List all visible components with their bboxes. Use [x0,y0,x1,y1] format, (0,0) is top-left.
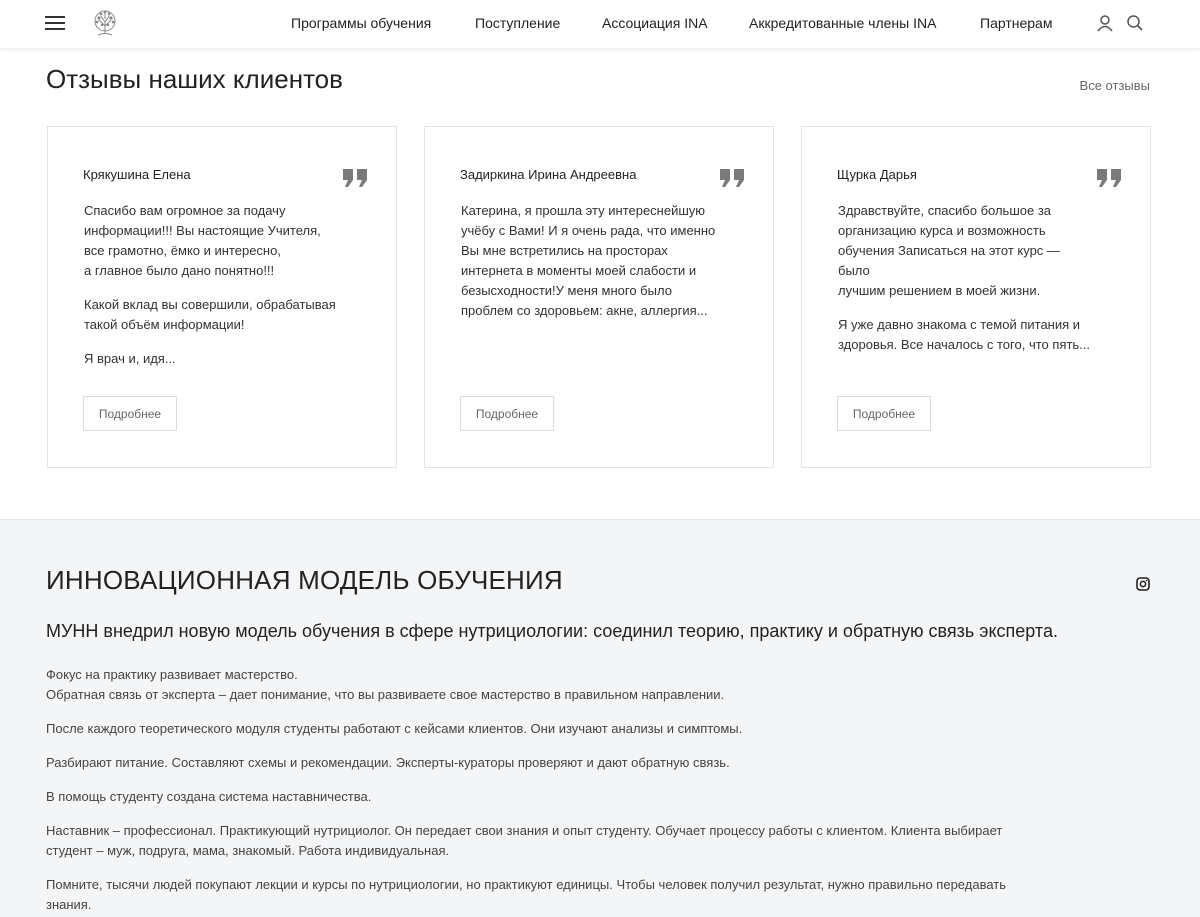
review-text [838,201,1098,369]
search-icon[interactable] [1126,14,1144,32]
reviews-title: Отзывы наших клиентов [46,64,343,94]
review-text [84,201,344,383]
nav-accredited-members[interactable]: Аккредитованные члены INA [749,15,937,31]
all-reviews-link[interactable]: Все отзывы [1079,78,1150,93]
section-subtitle: МУНН внедрил новую модель обучения в сфере нутрициологии: соединил теорию, практику и обратную связь эксперта. [46,621,1058,641]
review-paragraph: Какой вклад вы совершили, обрабатывая такой объём информации! [84,297,336,332]
reviewer-name: Щурка Дарья [837,167,917,182]
nav-partners[interactable]: Партнерам [980,15,1053,31]
menu-icon[interactable] [45,16,65,32]
review-paragraph: Я врач и, идя... [84,351,176,366]
user-icon[interactable] [1096,14,1114,32]
body-paragraph: После каждого теоретического модуля студенты работают с кейсами клиентов. Они изучают анализы и симптомы. [46,721,743,736]
more-button[interactable]: Подробнее [83,396,177,431]
more-button[interactable]: Подробнее [460,396,554,431]
body-paragraph: Фокус на практику развивает мастерство. Обратная связь от эксперта – дает понимание, что вы развиваете свое мастерство в правильном направлении. [46,667,725,702]
nav-admission[interactable]: Поступление [475,15,561,31]
quote-icon [342,168,368,188]
review-card [424,126,774,468]
logo-tree-icon[interactable] [88,8,122,40]
section-body [46,665,1046,917]
quote-icon [719,168,745,188]
body-paragraph: Наставник – профессионал. Практикующий нутрициолог. Он передает свои знания и опыт студенту. Обучает процессу работы с клиентом. Клиента выбирает студент – муж, подруга, мама, знакомый. Работа индивидуальная. [46,823,1003,858]
reviewer-name: Крякушина Елена [83,167,191,182]
instagram-icon[interactable] [1136,577,1150,591]
reviewer-name: Задиркина Ирина Андреевна [460,167,637,182]
review-paragraph: Я уже давно знакома с темой питания и здоровья. Все началось с того, что пять... [838,317,1091,352]
review-text [461,201,721,335]
review-card [801,126,1151,468]
review-card [47,126,397,468]
review-paragraph: Спасибо вам огромное за подачу информации!!! Вы настоящие Учителя, все грамотно, ёмко и интересно, а главное было дано понятно!!! [84,203,321,278]
site-header [0,0,1200,48]
review-paragraph: Катерина, я прошла эту интереснейшую учёбу с Вами! И я очень рада, что именно Вы мне встретились на просторах интернета в моменты моей слабости и безысходности!У меня много было проблем со здоровьем: акне, аллергия... [461,203,716,318]
body-paragraph: Помните, тысячи людей покупают лекции и курсы по нутрициологии, но практикуют единицы. Чтобы человек получил результат, нужно правильно передавать знания. [46,877,1007,912]
quote-icon [1096,168,1122,188]
innovation-section [0,519,1200,917]
body-paragraph: В помощь студенту создана система наставничества. [46,789,372,804]
nav-programs[interactable]: Программы обучения [291,15,432,31]
section-title: ИННОВАЦИОННАЯ МОДЕЛЬ ОБУЧЕНИЯ [46,565,563,595]
body-paragraph: Разбирают питание. Составляют схемы и рекомендации. Эксперты-кураторы проверяют и дают обратную связь. [46,755,730,770]
more-button[interactable]: Подробнее [837,396,931,431]
review-paragraph: Здравствуйте, спасибо большое за организацию курса и возможность обучения Записаться на этот курс — было лучшим решением в моей жизни. [838,203,1060,298]
nav-association[interactable]: Ассоциация INA [602,15,708,31]
